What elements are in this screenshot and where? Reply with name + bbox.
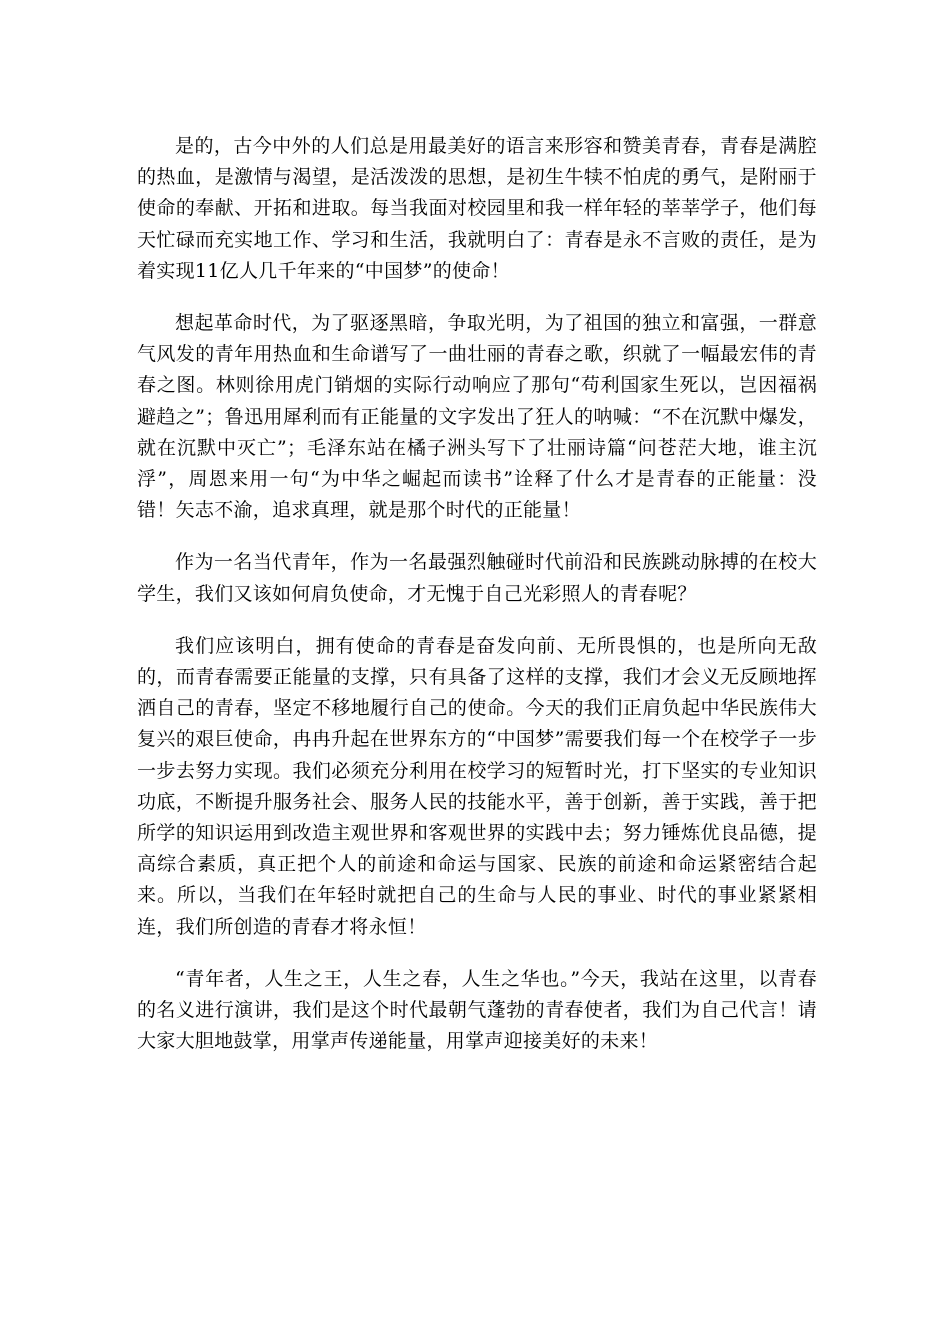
paragraph-5: “青年者，人生之王，人生之春，人生之华也。”今天，我站在这里，以青春的名义进行演讲，我们是这个时代最朝气蓬勃的青春使者，我们为自己代言！请大家大胆地鼓掌，用掌声传递能量，用掌声迎接美好的未来！: [137, 967, 817, 1053]
paragraph-3: 作为一名当代青年，作为一名最强烈触碰时代前沿和民族跳动脉搏的在校大学生，我们又该如何肩负使命，才无愧于自己光彩照人的青春呢？: [137, 551, 817, 605]
paragraph-2: 想起革命时代，为了驱逐黑暗，争取光明，为了祖国的独立和富强，一群意气风发的青年用热血和生命谱写了一曲壮丽的青春之歌，织就了一幅最宏伟的青春之图。林则徐用虎门销烟的实际行动响应了那句“苟利国家生死以，岂因福祸避趋之”；鲁迅用犀利而有正能量的文字发出了狂人的呐喊：“不在沉默中爆发，就在沉默中灭亡”；毛泽东站在橘子洲头写下了壮丽诗篇“问苍茫大地，谁主沉浮”，周恩来用一句“为中华之崛起而读书”诠释了什么才是青春的正能量：没错！矢志不渝，追求真理，就是那个时代的正能量！: [137, 312, 817, 522]
paragraph-1: 是的，古今中外的人们总是用最美好的语言来形容和赞美青春，青春是满腔的热血，是激情与渴望，是活泼泼的思想，是初生牛犊不怕虎的勇气，是附丽于使命的奉献、开拓和进取。每当我面对校园里和我一样年轻的莘莘学子，他们每天忙碌而充实地工作、学习和生活，我就明白了：青春是永不言败的责任，是为着实现11亿人几千年来的“中国梦”的使命！: [137, 135, 817, 282]
document-body: [137, 131, 817, 1057]
paragraph-4: 我们应该明白，拥有使命的青春是奋发向前、无所畏惧的，也是所向无敌的，而青春需要正能量的支撑，只有具备了这样的支撑，我们才会义无反顾地挥洒自己的青春，坚定不移地履行自己的使命。今天的我们正肩负起中华民族伟大复兴的艰巨使命，冉冉升起在世界东方的“中国梦”需要我们每一个在校学子一步一步去努力实现。我们必须充分利用在校学习的短暂时光，打下坚实的专业知识功底，不断提升服务社会、服务人民的技能水平，善于创新，善于实践，善于把所学的知识运用到改造主观世界和客观世界的实践中去；努力锤炼优良品德，提高综合素质，真正把个人的前途和命运与国家、民族的前途和命运紧密结合起来。所以，当我们在年轻时就把自己的生命与人民的事业、时代的事业紧紧相连，我们所创造的青春才将永恒！: [137, 634, 817, 938]
